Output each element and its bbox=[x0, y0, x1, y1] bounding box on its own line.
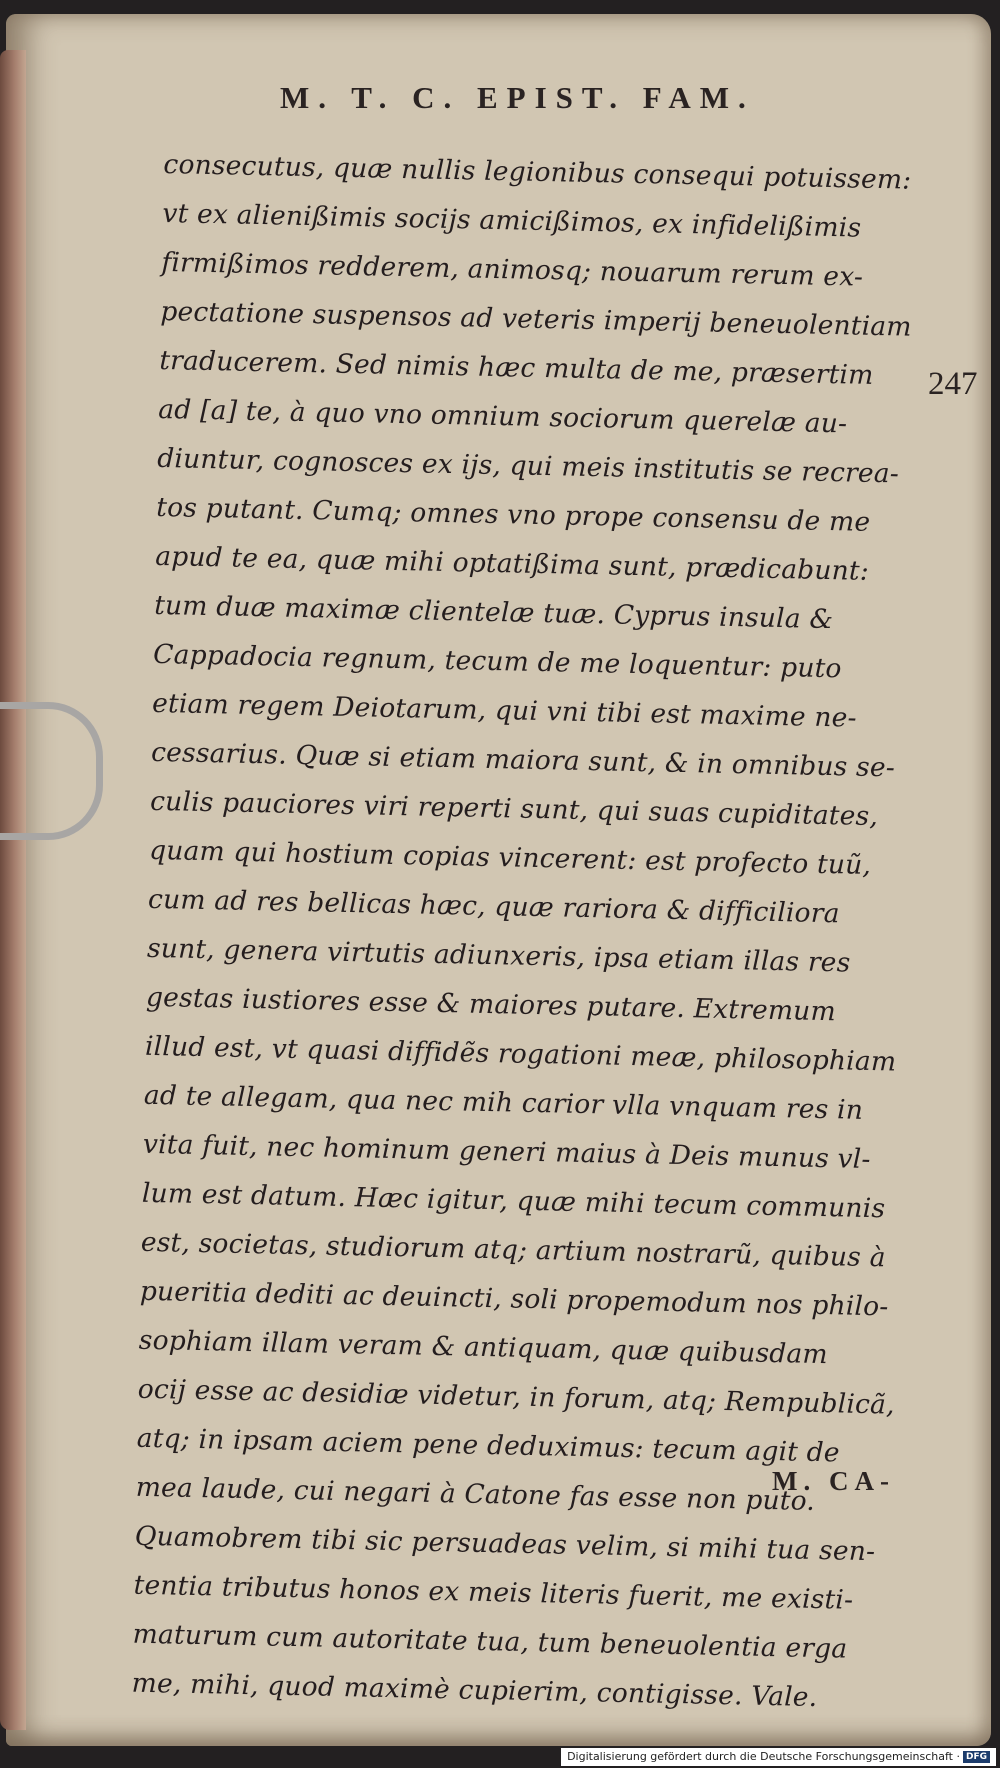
text-line: firmißimos redderem, animosq; nouarum rerum ex- bbox=[161, 246, 864, 293]
text-line: vt ex alienißimis socijs amicißimos, ex infidelißimis bbox=[162, 197, 862, 244]
credit-text: Digitalisierung gefördert durch die Deutsche Forschungsgemeinschaft · bbox=[567, 1750, 960, 1763]
text-line: tum duæ maximæ clientelæ tuæ. Cyprus insula & bbox=[153, 589, 834, 636]
text-line: traducerem. Sed nimis hæc multa de me, præsertim bbox=[159, 344, 874, 391]
text-line: est, societas, studiorum atq; artium nostrarũ, quibus à bbox=[140, 1226, 886, 1274]
text-line: atq; in ipsam aciem pene deduximus: tecum agit de bbox=[136, 1422, 841, 1469]
text-line: tentia tributus honos ex meis literis fuerit, me existi- bbox=[133, 1569, 854, 1616]
text-line: Quamobrem tibi sic persuadeas velim, si mihi tua sen- bbox=[134, 1520, 876, 1568]
text-line: cum ad res bellicas hæc, quæ rariora & difficiliora bbox=[147, 883, 840, 930]
running-head: M. T. C. EPIST. FAM. bbox=[280, 80, 755, 115]
text-line: apud te ea, quæ mihi optatißima sunt, prædicabunt: bbox=[154, 540, 870, 587]
text-line: gestas iustiores esse & maiores putare. Extremum bbox=[145, 981, 837, 1028]
catchword: M. CA- bbox=[772, 1466, 895, 1496]
text-line: pueritia dediti ac deuincti, soli propemodum nos philo- bbox=[139, 1275, 889, 1323]
text-line: me, mihi, quod maximè cupierim, contigisse. Vale. bbox=[131, 1667, 818, 1714]
text-line: maturum cum autoritate tua, tum beneuolentia erga bbox=[132, 1618, 848, 1665]
page-number: 247 bbox=[928, 366, 978, 402]
page-edge bbox=[0, 50, 26, 1730]
text-line: cessarius. Quæ si etiam maiora sunt, & in omnibus se- bbox=[150, 736, 896, 784]
text-line: consecutus, quæ nullis legionibus consequi potuissem: bbox=[163, 148, 912, 196]
text-line: etiam regem Deiotarum, qui vni tibi est maxime ne- bbox=[151, 687, 858, 734]
text-line: mea laude, cui negari à Catone fas esse non puto. bbox=[135, 1471, 816, 1517]
text-line: ad [a] te, à quo vno omnium sociorum querelæ au- bbox=[158, 393, 848, 440]
text-line: lum est datum. Hæc igitur, quæ mihi tecum communis bbox=[141, 1177, 886, 1225]
text-line: culis pauciores viri reperti sunt, qui suas cupiditates, bbox=[149, 785, 879, 833]
text-line: illud est, vt quasi diffidẽs rogationi meæ, philosophiam bbox=[144, 1030, 897, 1078]
text-line: vita fuit, nec hominum generi maius à Deis munus vl- bbox=[142, 1128, 871, 1176]
text-line: ad te allegam, qua nec mih carior vlla vnquam res in bbox=[143, 1079, 864, 1126]
page-clip bbox=[0, 702, 103, 840]
text-line: pectatione suspensos ad veteris imperij beneuolentiam bbox=[160, 295, 912, 343]
text-line: tos putant. Cumq; omnes vno prope consensu de me bbox=[155, 491, 871, 538]
text-line: ocij esse ac desidiæ videtur, in forum, atq; Rempublicã, bbox=[137, 1373, 896, 1421]
text-line: diuntur, cognosces ex ijs, qui meis institutis se recrea- bbox=[157, 442, 900, 490]
text-line: Cappadocia regnum, tecum de me loquentur: puto bbox=[152, 638, 842, 685]
dfg-logo-icon: DFG bbox=[963, 1751, 990, 1763]
text-line: quam qui hostium copias vincerent: est profecto tuũ, bbox=[148, 834, 872, 881]
digitization-credit bbox=[561, 1748, 996, 1766]
text-line: sunt, genera virtutis adiunxeris, ipsa etiam illas res bbox=[146, 932, 851, 979]
text-line: sophiam illam veram & antiquam, quæ quibusdam bbox=[138, 1324, 829, 1371]
